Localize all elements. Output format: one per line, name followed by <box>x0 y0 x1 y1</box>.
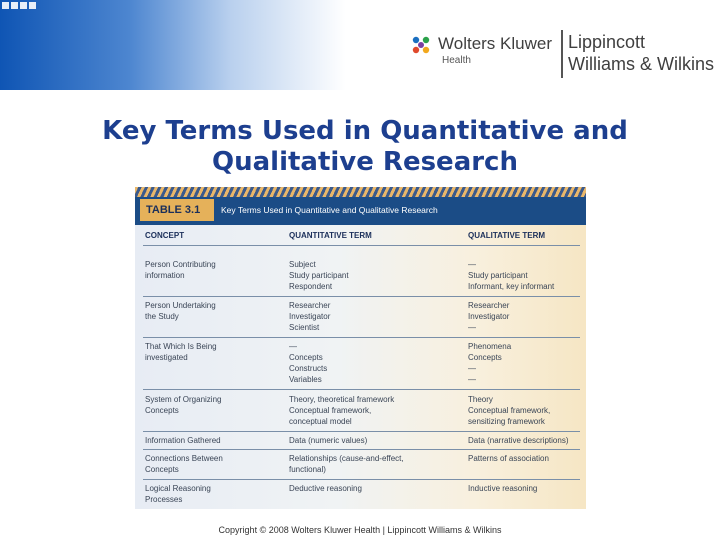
slide-title-line1: Key Terms Used in Quantitative and <box>102 116 628 146</box>
brand-name: Wolters Kluwer <box>438 34 552 53</box>
partner-name-line1: Lippincott <box>568 32 646 52</box>
copyright-footer: Copyright © 2008 Wolters Kluwer Health | Lippincott Williams & Wilkins <box>218 525 502 535</box>
partner-name-line2: Williams & Wilkins <box>568 54 714 74</box>
row-2-concept: Person Undertaking the Study <box>145 301 216 321</box>
row-rule <box>143 431 580 432</box>
row-rule <box>143 449 580 450</box>
row-6-quantitative: Relationships (cause-and-effect, functional) <box>289 454 404 474</box>
row-5-quantitative: Data (numeric values) <box>289 436 368 445</box>
table-caption: Key Terms Used in Quantitative and Qualitative Research <box>221 205 438 215</box>
column-header-qualitative: QUALITATIVE TERM <box>468 231 546 240</box>
publisher-logo <box>408 30 718 80</box>
row-1-concept: Person Contributing information <box>145 260 216 280</box>
row-5-qualitative: Data (narrative descriptions) <box>468 436 569 445</box>
row-rule <box>143 479 580 480</box>
key-terms-table <box>135 187 586 509</box>
row-6-concept: Connections Between Concepts <box>145 454 223 474</box>
row-rule <box>143 337 580 338</box>
row-2-qualitative: Researcher Investigator — <box>468 301 510 332</box>
brand-subtitle: Health <box>442 55 471 66</box>
slide-title-line2: Qualitative Research <box>212 147 518 177</box>
column-header-concept: CONCEPT <box>145 231 185 240</box>
row-7-concept: Logical Reasoning Processes <box>145 484 211 504</box>
row-3-concept: That Which Is Being investigated <box>145 342 217 362</box>
row-rule <box>143 389 580 390</box>
row-4-quantitative: Theory, theoretical framework Conceptual framework, conceptual model <box>289 395 395 426</box>
row-6-qualitative: Patterns of association <box>468 454 549 463</box>
row-1-quantitative: Subject Study participant Respondent <box>289 260 349 291</box>
column-header-quantitative: QUANTITATIVE TERM <box>289 231 372 240</box>
slide-title <box>40 116 690 178</box>
row-4-concept: System of Organizing Concepts <box>145 395 222 415</box>
row-5-concept: Information Gathered <box>145 436 221 445</box>
row-7-qualitative: Inductive reasoning <box>468 484 538 493</box>
row-4-qualitative: Theory Conceptual framework, sensitizing framework <box>468 395 551 426</box>
table-header-pattern <box>135 187 586 197</box>
row-1-qualitative: — Study participant Informant, key informant <box>468 260 555 291</box>
row-3-qualitative: Phenomena Concepts — — <box>468 342 512 384</box>
row-3-quantitative: — Concepts Constructs Variables <box>289 342 328 384</box>
table-number-badge: TABLE 3.1 <box>140 199 214 221</box>
row-7-quantitative: Deductive reasoning <box>289 484 362 493</box>
row-rule <box>143 296 580 297</box>
header-rule <box>143 245 580 246</box>
row-2-quantitative: Researcher Investigator Scientist <box>289 301 331 332</box>
corner-decoration <box>0 0 40 16</box>
wolters-kluwer-globe-icon <box>408 32 434 58</box>
logo-divider <box>561 30 563 78</box>
